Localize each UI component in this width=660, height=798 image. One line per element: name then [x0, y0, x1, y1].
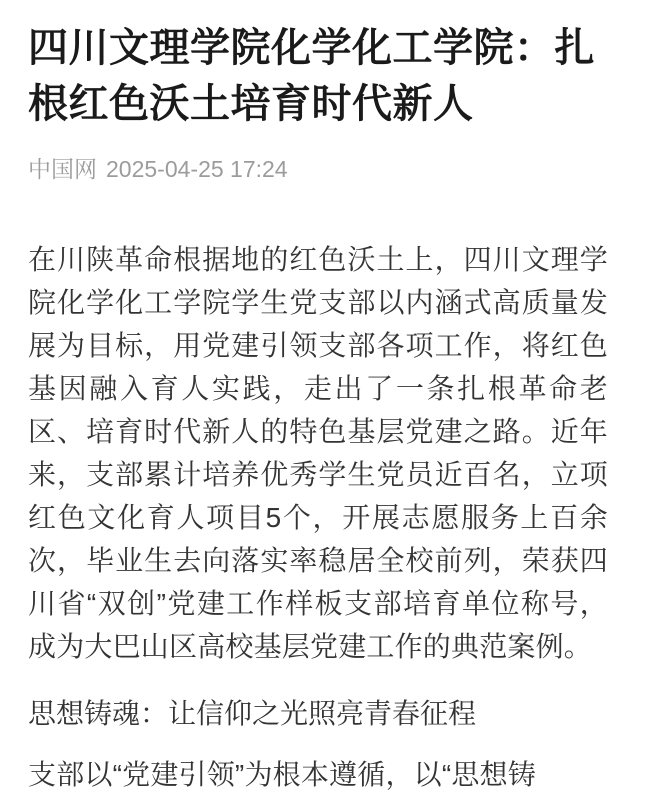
article-meta-line	[28, 154, 608, 184]
article-title: 四川文理学院化学化工学院：扎根红色沃土培育时代新人	[28, 26, 595, 126]
article-publish-time: 2025-04-25 17:24	[106, 156, 288, 182]
article-source: 中国网	[28, 156, 97, 182]
article-paragraph: 支部以“党建引领”为根本遵循，以“思想铸	[28, 759, 536, 790]
section-subheading: 思想铸魂：让信仰之光照亮青春征程	[28, 698, 477, 729]
article-paragraph: 在川陕革命根据地的红色沃土上，四川文理学院化学化工学院学生党支部以内涵式高质量发展为目标，用党建引领支部各项工作，将红色基因融入育人实践，走出了一条扎根革命老区、培育时代新人的特色基层党建之路。近年来，支部累计培养优秀学生党员近百名，立项红色文化育人项目5个，开展志愿服务上百余次，毕业生去向落实率稳居全校前列，荣获四川省“双创”党建工作样板支部培育单位称号，成为大巴山区高校基层党建工作的典范案例。	[28, 244, 608, 662]
